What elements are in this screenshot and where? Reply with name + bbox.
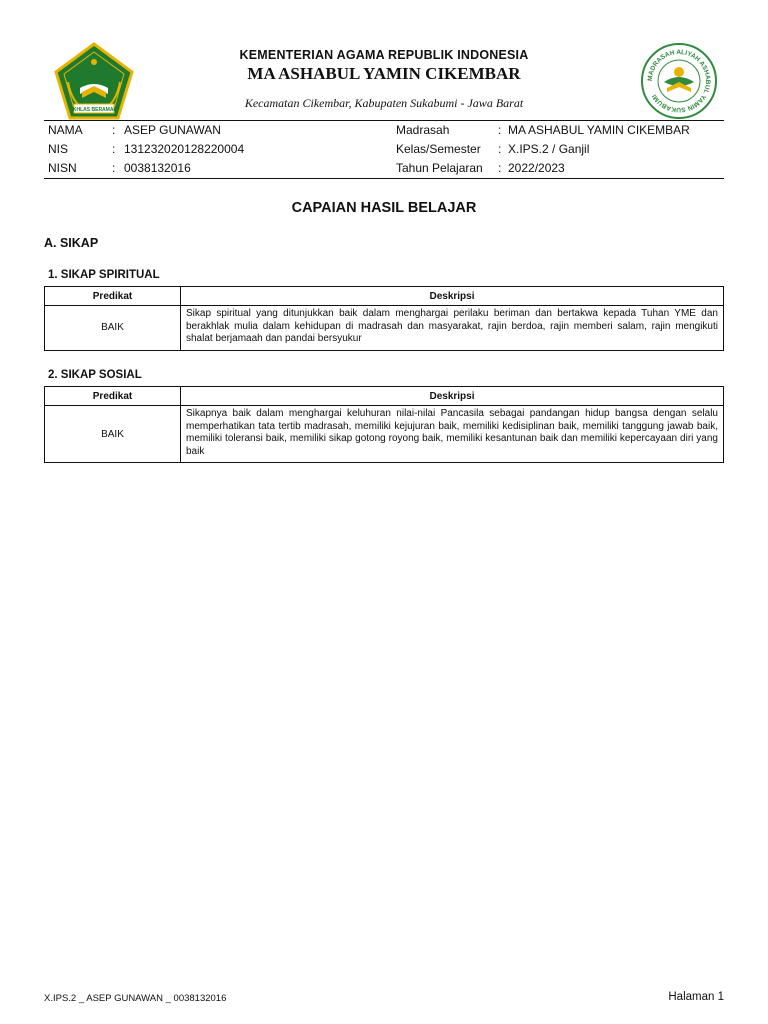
deskripsi-cell: Sikap spiritual yang ditunjukkan baik dalam menghargai perilaku beriman dan bertakwa kepada Tuhan YME dan berakhlak mulia dalam kehidupan di madrasah dan masyarakat, rajin berdoa, rajin memberi salam, rajin mengikuti shalat berjamaah dan pandai bersyukur — [181, 306, 724, 351]
info-row — [44, 140, 724, 159]
colon: : — [498, 161, 502, 175]
label-nisn: NISN — [48, 161, 77, 175]
column-header-deskripsi: Deskripsi — [181, 387, 724, 406]
seal-ring-text: MADRASAH ALIYAH ASHABUL YAMIN SUKABUMI — [646, 48, 712, 114]
column-header-predikat: Predikat — [45, 387, 181, 406]
document-header — [44, 40, 724, 120]
ministry-name: KEMENTERIAN AGAMA REPUBLIK INDONESIA — [239, 48, 529, 62]
colon: : — [498, 142, 502, 156]
subsection-heading-sosial: 2. SIKAP SOSIAL — [48, 369, 142, 381]
table-row — [45, 306, 724, 351]
value-nisn: 0038132016 — [124, 161, 191, 175]
predikat-cell: BAIK — [45, 406, 181, 463]
label-kelas-semester: Kelas/Semester — [396, 142, 481, 156]
info-divider — [44, 178, 724, 179]
footer-document-id: X.IPS.2 _ ASEP GUNAWAN _ 0038132016 — [44, 993, 227, 1004]
subsection-heading-spiritual: 1. SIKAP SPIRITUAL — [48, 269, 160, 281]
colon: : — [112, 142, 116, 156]
label-nama: NAMA — [48, 123, 83, 137]
info-row — [44, 159, 724, 178]
school-address: Kecamatan Cikembar, Kabupaten Sukabumi - Jawa Barat — [244, 96, 524, 110]
column-header-predikat: Predikat — [45, 287, 181, 306]
table-row — [45, 406, 724, 463]
colon: : — [112, 161, 116, 175]
table-header-row — [45, 287, 724, 306]
predikat-cell: BAIK — [45, 306, 181, 351]
table-header-row — [45, 387, 724, 406]
section-heading-sikap: A. SIKAP — [44, 236, 99, 250]
spiritual-attitude-table — [44, 286, 724, 351]
value-nis: 131232020128220004 — [124, 142, 245, 156]
label-tahun-pelajaran: Tahun Pelajaran — [396, 161, 483, 175]
column-header-deskripsi: Deskripsi — [181, 287, 724, 306]
school-name: MA ASHABUL YAMIN CIKEMBAR — [247, 64, 521, 83]
info-row — [44, 121, 724, 140]
student-info — [44, 121, 724, 178]
value-tahun-pelajaran: 2022/2023 — [508, 161, 565, 175]
deskripsi-cell: Sikapnya baik dalam menghargai keluhuran nilai-nilai Pancasila sebagai pandangan hidup bangsa dengan selalu memperhatikan tata tertib madrasah, memiliki kejujuran baik, memiliki kedisiplinan baik, memiliki tanggung jawab baik, memiliki toleransi baik, memiliki sikap gotong royong baik, memiliki kesantunan baik dan memiliki kepercayaan diri yang baik — [181, 406, 724, 463]
label-nis: NIS — [48, 142, 69, 156]
colon: : — [498, 123, 502, 137]
emblem-ribbon-text: IKHLAS BERAMAL — [71, 107, 117, 113]
label-madrasah: Madrasah — [396, 123, 450, 137]
value-madrasah: MA ASHABUL YAMIN CIKEMBAR — [508, 123, 690, 137]
school-seal-icon — [640, 42, 718, 120]
value-nama: ASEP GUNAWAN — [124, 123, 221, 137]
value-kelas-semester: X.IPS.2 / Ganjil — [508, 142, 590, 156]
colon: : — [112, 123, 116, 137]
footer-page-number: Halaman 1 — [668, 991, 724, 1003]
social-attitude-table — [44, 386, 724, 463]
report-title: CAPAIAN HASIL BELAJAR — [291, 200, 477, 216]
